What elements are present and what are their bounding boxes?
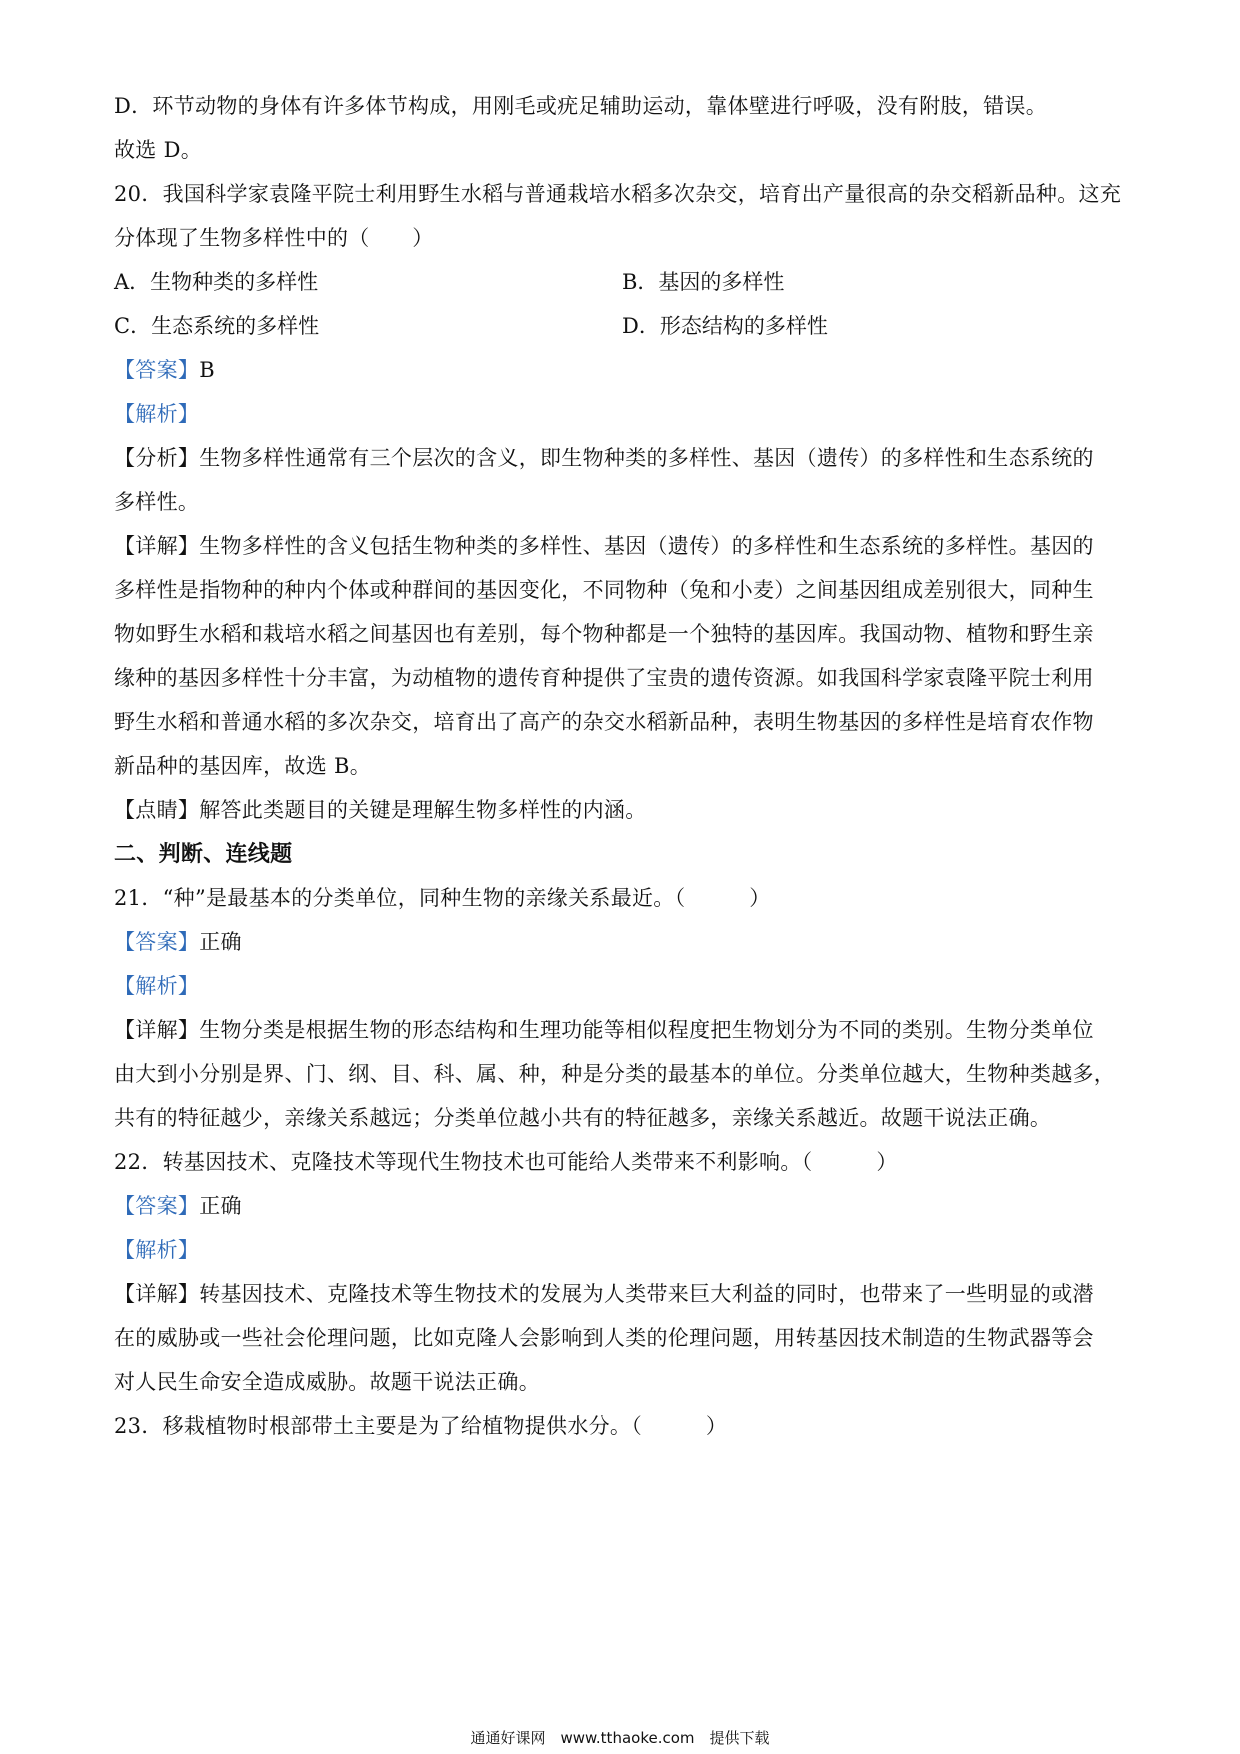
option-b: B．基因的多样性 [622,270,785,294]
dianjing-text: 解答此类题目的关键是理解生物多样性的内涵。 [199,798,647,822]
xiangjie-22-line2: 在的威胁或一些社会伦理问题，比如克隆人会影响到人类的伦理问题，用转基因技术制造的生物武器等会 [114,1326,1094,1350]
analysis-22-tag [114,1236,1126,1264]
option-a: A．生物种类的多样性 [114,270,319,294]
xiangjie-text: 转基因技术、克隆技术等生物技术的发展为人类带来巨大利益的同时，也带来了一些明显的或潜 [199,1282,1094,1306]
analysis-20-tag [114,400,1126,428]
question-20-line1: 20．我国科学家袁隆平院士利用野生水稻与普通栽培水稻多次杂交，培育出产量很高的杂交稻新品种。这充 [114,182,1122,206]
xiangjie-20-line5: 野生水稻和普通水稻的多次杂交，培育出了高产的杂交水稻新品种，表明生物基因的多样性是培育农作物 [114,710,1094,734]
text-line: D．环节动物的身体有许多体节构成，用刚毛或疣足辅助运动，靠体壁进行呼吸，没有附肢，错误。 [114,94,1048,118]
analysis-tag: 【解析】 [114,1238,200,1262]
dianjing-20 [114,796,1126,824]
xiangjie-tag: 【详解】 [114,1282,200,1306]
question-22: 22．转基因技术、克隆技术等现代生物技术也可能给人类带来不利影响。（ ） [114,1150,898,1174]
answer-value: 正确 [199,1194,242,1218]
question-21: 21．“种”是最基本的分类单位，同种生物的亲缘关系最近。（ ） [114,886,771,910]
xiangjie-21-line3: 共有的特征越少，亲缘关系越远；分类单位越小共有的特征越多，亲缘关系越近。故题干说法正确。 [114,1106,1052,1130]
answer-20 [114,356,1126,384]
xiangjie-21-line2: 由大到小分别是界、门、纲、目、科、属、种，种是分类的最基本的单位。分类单位越大，生物种类越多， [114,1062,1116,1086]
analysis-tag: 【解析】 [114,402,200,426]
text-line: 故选 D。 [114,138,203,162]
xiangjie-20-line1 [114,532,1126,560]
answer-value: 正确 [199,930,242,954]
xiangjie-20-line4: 缘种的基因多样性十分丰富，为动植物的遗传育种提供了宝贵的遗传资源。如我国科学家袁隆平院士利用 [114,666,1094,690]
section-heading: 二、判断、连线题 [114,841,293,867]
xiangjie-20-line2: 多样性是指物种的种内个体或种群间的基因变化，不同物种（兔和小麦）之间基因组成差别很大，同种生 [114,578,1094,602]
xiangjie-21-line1 [114,1016,1126,1044]
answer-tag: 【答案】 [114,358,200,382]
fenxi-line1 [114,444,1126,472]
analysis-tag: 【解析】 [114,974,200,998]
answer-tag: 【答案】 [114,1194,200,1218]
answer-tag: 【答案】 [114,930,200,954]
xiangjie-20-line6: 新品种的基因库，故选 B。 [114,754,372,778]
page-footer: 通通好课网 www.tthaoke.com 提供下载 [470,1729,770,1747]
xiangjie-text: 生物多样性的含义包括生物种类的多样性、基因（遗传）的多样性和生态系统的多样性。基因的 [199,534,1094,558]
answer-22 [114,1192,1126,1220]
xiangjie-22-line1 [114,1280,1126,1308]
option-d: D．形态结构的多样性 [622,314,828,338]
option-c: C．生态系统的多样性 [114,314,320,338]
dianjing-tag: 【点睛】 [114,798,200,822]
fenxi-tag: 【分析】 [114,446,200,470]
xiangjie-text: 生物分类是根据生物的形态结构和生理功能等相似程度把生物划分为不同的类别。生物分类单位 [199,1018,1094,1042]
xiangjie-tag: 【详解】 [114,1018,200,1042]
xiangjie-22-line3: 对人民生命安全造成威胁。故题干说法正确。 [114,1370,540,1394]
answer-value: B [199,358,215,382]
xiangjie-20-line3: 物如野生水稻和栽培水稻之间基因也有差别，每个物种都是一个独特的基因库。我国动物、植物和野生亲 [114,622,1094,646]
fenxi-line2: 多样性。 [114,490,200,514]
xiangjie-tag: 【详解】 [114,534,200,558]
analysis-21-tag [114,972,1126,1000]
question-20-line2: 分体现了生物多样性中的（ ） [114,226,434,250]
question-23: 23．移栽植物时根部带土主要是为了给植物提供水分。（ ） [114,1414,728,1438]
fenxi-text: 生物多样性通常有三个层次的含义，即生物种类的多样性、基因（遗传）的多样性和生态系统的 [199,446,1094,470]
answer-21 [114,928,1126,956]
